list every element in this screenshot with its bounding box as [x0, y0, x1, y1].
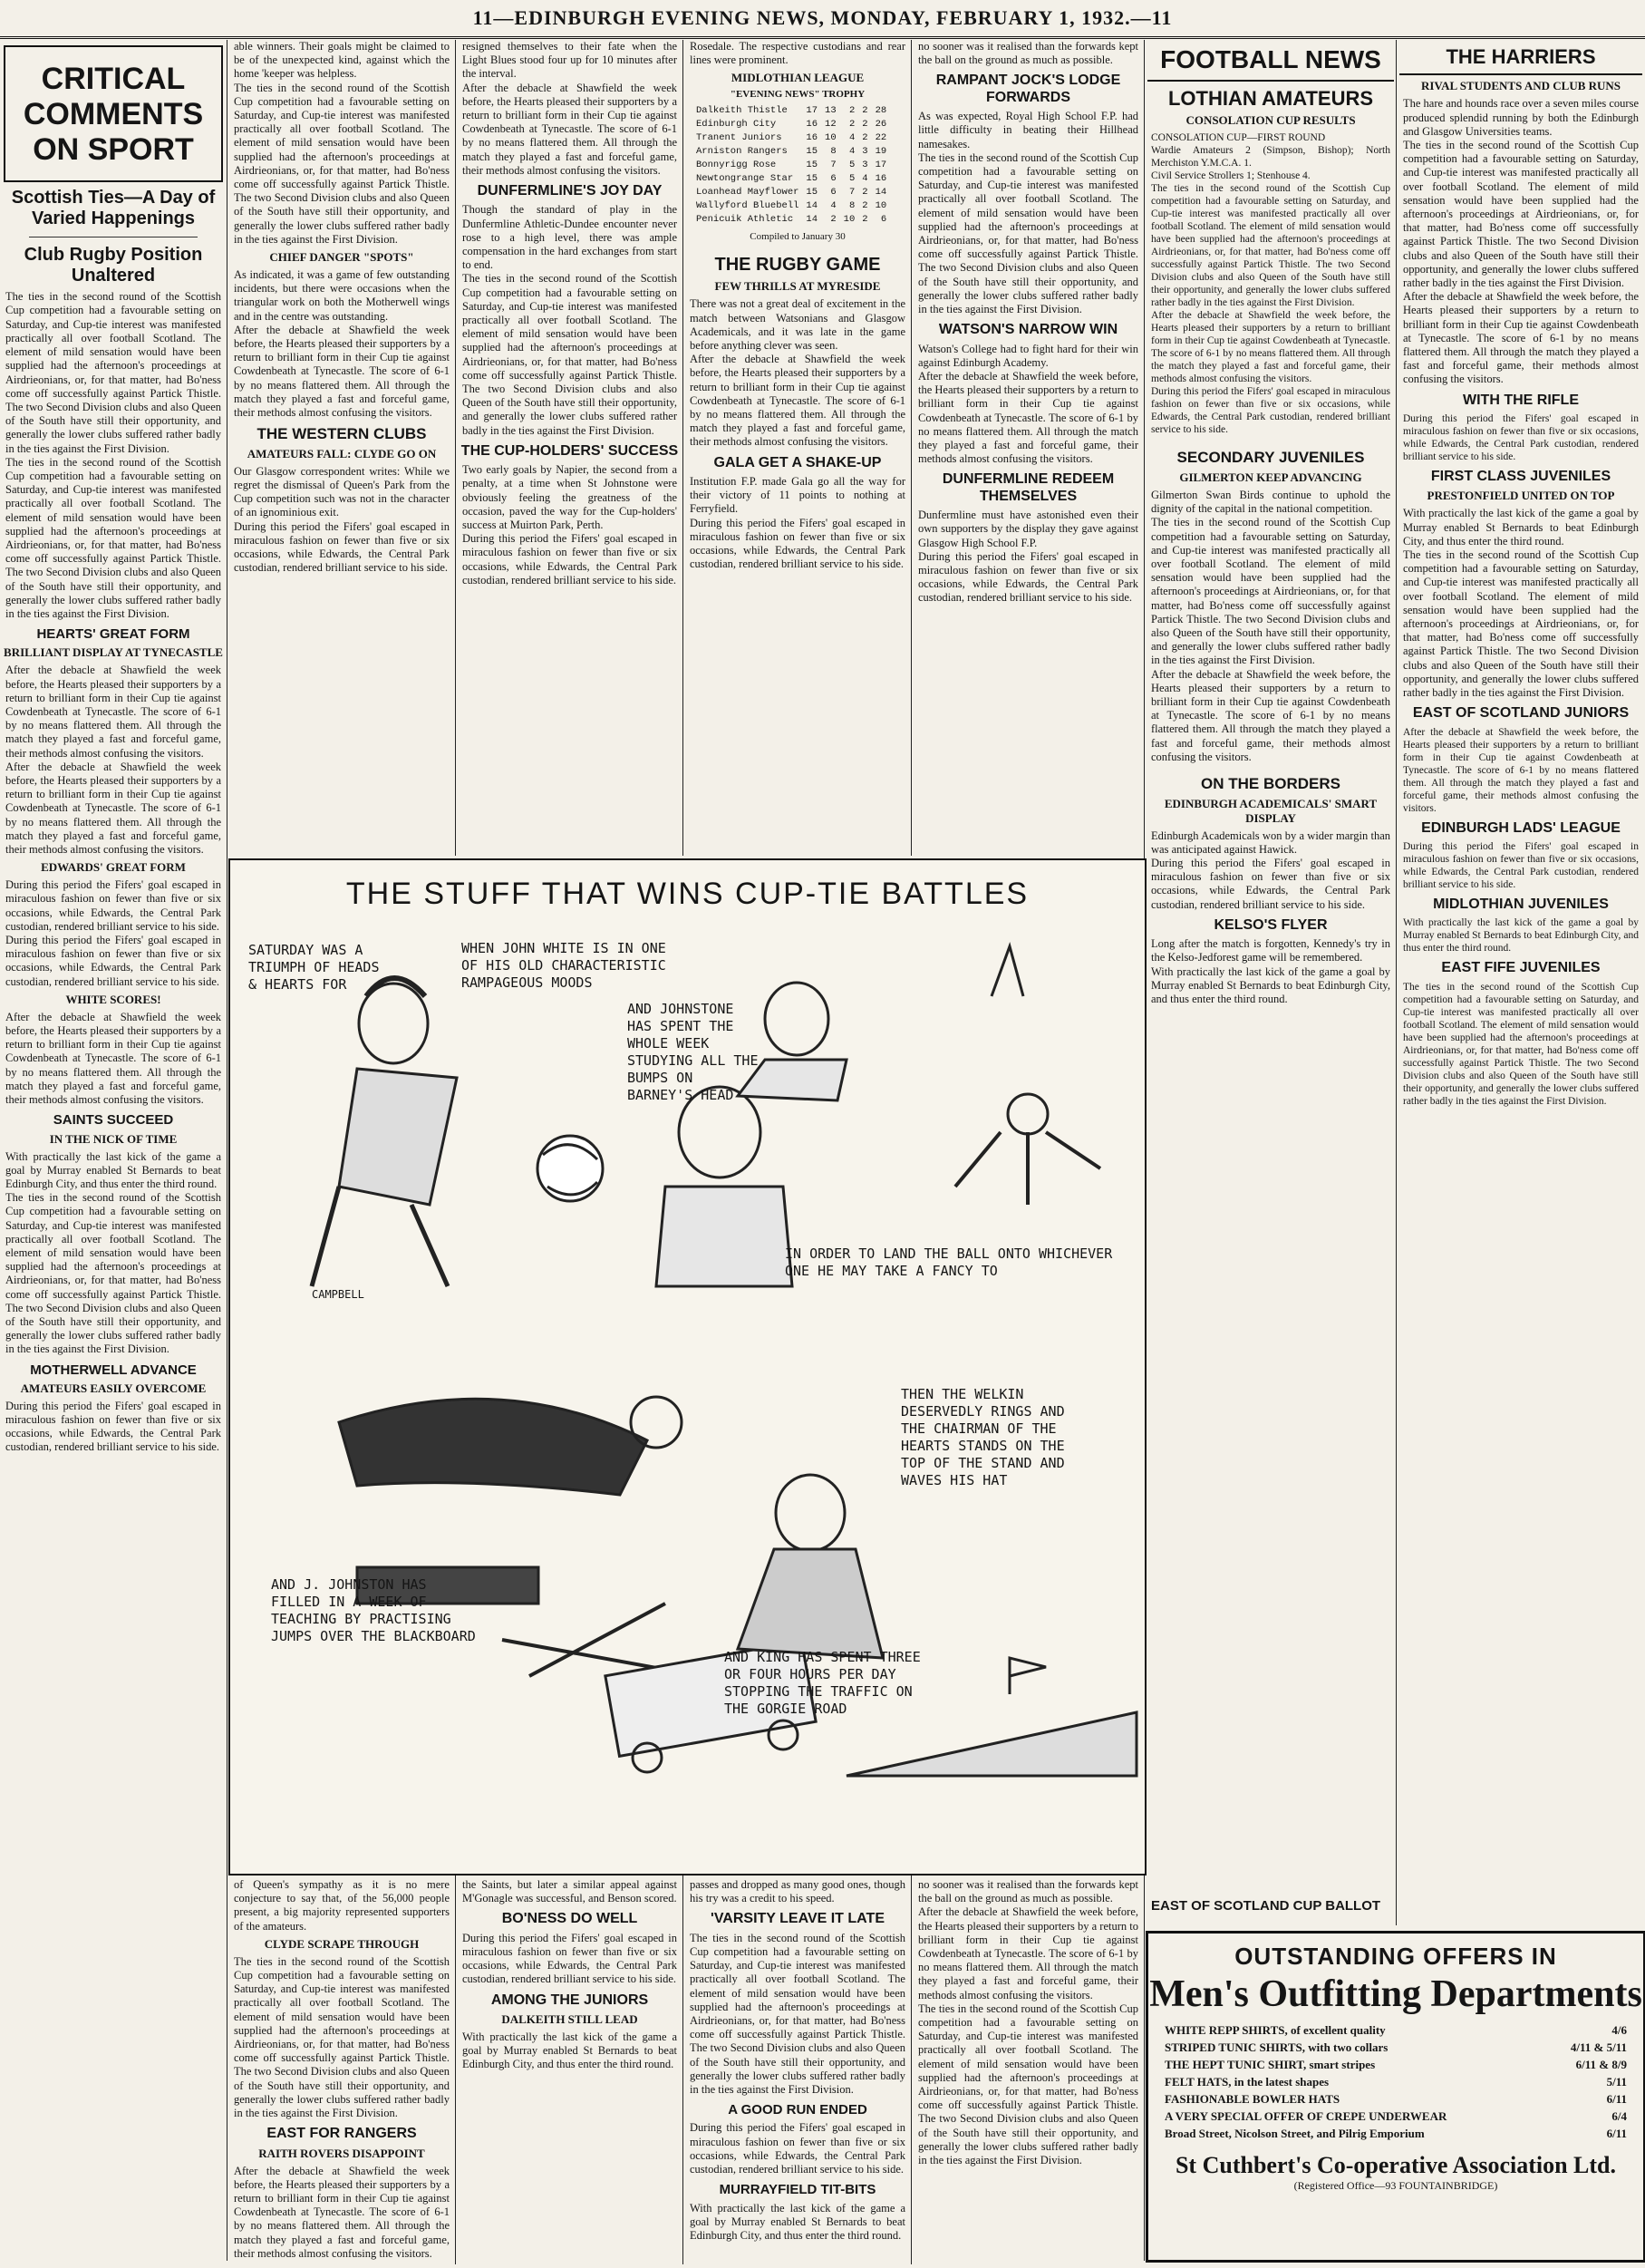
table-value-cell: 4: [848, 132, 856, 144]
table-value-cell: 17: [875, 160, 887, 171]
table-value-cell: 19: [875, 146, 887, 158]
table-subtitle: "EVENING NEWS" TROPHY: [730, 89, 866, 101]
table-value-cell: 15: [806, 173, 818, 185]
table-value-cell: 5: [848, 173, 856, 185]
article-body: With practically the last kick of the game a goal by Murray enabled St Bernards to beat Edinburgh City, and thus enter the third round.: [5, 1149, 225, 1190]
section-heading: EDINBURGH LADS' LEAGUE: [1421, 819, 1621, 836]
section-heading: THE WESTERN CLUBS: [256, 425, 427, 443]
section-subheading: AMATEURS EASILY OVERCOME: [20, 1381, 207, 1395]
table-team-cell: Edinburgh City: [696, 119, 777, 131]
advert-item-price: 4/6: [1611, 2023, 1627, 2037]
advert-item: [1165, 2023, 1627, 2038]
section-heading: WATSON'S NARROW WIN: [938, 322, 1118, 338]
article-body: The ties in the second round of the Scottish Cup competition had a favourable setting on Saturday, and Cup-tie interest was manifested practically all over football Scotland. The element of mild sensation would have been supplied had the afternoon's proceedings at Airdrieonians, or, for that matter, had Bo'ness come off successfully against Partick Thistle. The two Second Division clubs and also Queen of the South have still their opportunity, and generally the lower clubs suffered rather badly in the ties against the First Division.: [5, 290, 225, 455]
section-heading: RAMPANT JOCK'S LODGE FORWARDS: [935, 73, 1121, 105]
advert-item: [1165, 2127, 1627, 2141]
section-heading: LOTHIAN AMATEURS: [1167, 87, 1374, 111]
article-body: The ties in the second round of the Scottish Cup competition had a favourable setting on Saturday, and Cup-tie interest was manifested practically all over football Scotland. The element of mild sensation would have been supplied had the afternoon's proceedings at Airdrieonians, or, for that matter, had Bo'ness come off successfully against Partick Thistle. The two Second Division clubs and also Queen of the South have still their opportunity, and generally the lower clubs suffered rather badly in the ties against the First Division.: [918, 150, 1142, 316]
headline-club-rugby: Club Rugby Position Unaltered: [24, 245, 203, 286]
section-heading: THE RUGBY GAME: [714, 255, 881, 276]
article-body: of Queen's sympathy as it is no mere conjecture to say that, of the 56,000 people present, a big majority represented supporters of the amateurs.: [234, 1878, 453, 1933]
advert-item-label: A VERY SPECIAL OFFER OF CREPE UNDERWEAR: [1165, 2109, 1447, 2123]
article-body: After the debacle at Shawfield the week before, the Hearts pleased their supporters by a return to brilliant form in their Cup tie against Cowdenbeath at Tynecastle. The score of 6-1 by no means flattered them. All through the match they played a fast and forceful game, their methods almost confusing the visitors.: [5, 1010, 225, 1107]
article-body: The ties in the second round of the Scottish Cup competition had a favourable setting on Saturday, and Cup-tie interest was manifested practically all over football Scotland. The element of mild sensation would have been supplied had the afternoon's proceedings at Airdrieonians, or, for that matter, had Bo'ness come off successfully against Partick Thistle. The two Second Division clubs and also Queen of the South have still their opportunity, and generally the lower clubs suffered rather badly in the ties against the First Division.: [1403, 548, 1642, 699]
king-head: [776, 1475, 845, 1551]
advert-item-label: STRIPED TUNIC SHIRTS, with two collars: [1165, 2040, 1389, 2054]
section-heading: EAST OF SCOTLAND JUNIORS: [1412, 705, 1630, 722]
article-body: the Saints, but later a similar appeal against M'Gonagle was successful, and Benson scored.: [462, 1878, 681, 1905]
table-value-cell: 14: [875, 187, 887, 199]
results-list: During this period the Fifers' goal escaped in miraculous fashion on fewer than five or six occasions, while Edwards, the Central Park custodian, rendered brilliant service to his side.: [1151, 386, 1393, 436]
results-list: During this period the Fifers' goal escaped in miraculous fashion on fewer than five or six occasions, while Edwards, the Central Park custodian, rendered brilliant service to his side.: [1403, 412, 1641, 462]
section-heading: AMONG THE JUNIORS: [490, 1992, 649, 2008]
cartoon-panel: [228, 858, 1147, 1875]
section-heading: MIDLOTHIAN JUVENILES: [1433, 896, 1609, 912]
article-body: After the debacle at Shawfield the week before, the Hearts pleased their supporters by a return to brilliant form in their Cup tie against Cowdenbeath at Tynecastle. The score of 6-1 by no means flattered them. All through the match they played a fast and forceful game, their methods almost confusing the visitors.: [234, 323, 453, 420]
table-value-cell: 5: [848, 160, 856, 171]
article-body: no sooner was it realised than the forwards kept the ball on the ground as much as possible.: [918, 1878, 1142, 1905]
player-shirt: [339, 1069, 457, 1205]
advert-item: [1165, 2040, 1627, 2055]
section-heading: EAST FOR RANGERS: [266, 2126, 417, 2142]
section-subheading: CHIEF DANGER "SPOTS": [269, 250, 414, 265]
table-value-cell: 10: [825, 132, 837, 144]
table-row: [693, 187, 889, 199]
article-body: With practically the last kick of the game a goal by Murray enabled St Bernards to beat Edinburgh City, and thus enter the third round.: [1151, 964, 1394, 1006]
article-body: After the debacle at Shawfield the week before, the Hearts pleased their supporters by a return to brilliant form in their Cup tie against Cowdenbeath at Tynecastle. The score of 6-1 by no means flattered them. All through the match they played a fast and forceful game, their methods almost confusing the visitors.: [918, 1905, 1142, 2001]
section-heading: WITH THE RIFLE: [1463, 392, 1579, 408]
caption-2: WHEN JOHN WHITE IS IN ONE OF HIS OLD CHARACTERISTIC RAMPAGEOUS MOODS: [461, 940, 666, 991]
table-value-cell: 8: [848, 200, 856, 212]
critical-comments-banner: [4, 45, 223, 182]
table-value-cell: 10: [843, 214, 856, 226]
article-body: After the debacle at Shawfield the week before, the Hearts pleased their supporters by a return to brilliant form in their Cup tie against Cowdenbeath at Tynecastle. The score of 6-1 by no means flattered them. All through the match they played a fast and forceful game, their methods almost confusing the visitors.: [1151, 667, 1394, 763]
advert-item: [1165, 2075, 1627, 2089]
caption-7: AND KING HAS SPENT THREE OR FOUR HOURS PER DAY STOPPING THE TRAFFIC ON THE GORGIE ROAD: [724, 1649, 921, 1717]
table-value-cell: 3: [862, 146, 868, 158]
article-body: Two early goals by Napier, the second from a penalty, at a time when St Johnstone were obviously feeling the greatness of the occasion, paved the way for the Cup-holders' success at Muirton Park, Perth.: [462, 463, 681, 532]
article-body: After the debacle at Shawfield the week before, the Hearts pleased their supporters by a return to brilliant form in their Cup tie against Cowdenbeath at Tynecastle. The score of 6-1 by no means flattered them. All through the match they played a fast and forceful game, their methods almost confusing the visitors.: [918, 370, 1142, 466]
king-shirt: [738, 1549, 883, 1658]
table-value-cell: 2: [862, 105, 868, 117]
chairman-body: [955, 1132, 1100, 1205]
table-row: [693, 146, 889, 158]
table-value-cell: 16: [806, 132, 818, 144]
section-subheading: EDWARDS' GREAT FORM: [41, 860, 186, 875]
table-value-cell: 6: [880, 214, 887, 226]
column-rule: [682, 40, 683, 856]
table-value-cell: 6: [830, 187, 837, 199]
article-body: With practically the last kick of the game a goal by Murray enabled St Bernards to beat Edinburgh City, and thus enter the third round.: [690, 2201, 909, 2242]
table-value-cell: 12: [825, 119, 837, 131]
advert-item-price: 6/11: [1606, 2092, 1627, 2106]
section-heading: DUNFERMLINE REDEEM THEMSELVES: [942, 471, 1115, 504]
caption-6: AND J. JOHNSTON HAS FILLED IN A WEEK OF TEACHING BY PRACTISING JUMPS OVER THE BLACKBOARD: [271, 1576, 476, 1644]
article-body: During this period the Fifers' goal escaped in miraculous fashion on fewer than five or six occasions, while Edwards, the Central Park custodian, rendered brilliant service to his side.: [690, 2121, 909, 2176]
article-body: Rosedale. The respective custodians and rear lines were prominent.: [690, 40, 909, 67]
ballot-heading-strip: [1147, 1889, 1640, 1929]
masthead: 11—EDINBURGH EVENING NEWS, MONDAY, FEBRUARY 1, 1932.—11: [0, 0, 1645, 39]
article-body: The ties in the second round of the Scottish Cup competition had a favourable setting on Saturday, and Cup-tie interest was manifested practically all over football Scotland. The element of mild sensation would have been supplied had the afternoon's proceedings at Airdrieonians, or, for that matter, had Bo'ness come off successfully against Partick Thistle. The two Second Division clubs and also Queen of the South have still their opportunity, and generally the lower clubs suffered rather badly in the ties against the First Division.: [462, 272, 681, 437]
column-3: [459, 40, 681, 856]
table-team-cell: Loanhead Mayflower: [696, 187, 799, 199]
advert-item-price: 4/11 & 5/11: [1570, 2040, 1627, 2054]
advert-office: (Registered Office—93 FOUNTAINBRIDGE): [1293, 2179, 1498, 2192]
article-body: The ties in the second round of the Scottish Cup competition had a favourable setting on Saturday, and Cup-tie interest was manifested practically all over football Scotland. The element of mild sensation would have been supplied had the afternoon's proceedings at Airdrieonians, or, for that matter, had Bo'ness come off successfully against Partick Thistle. The two Second Division clubs and also Queen of the South have still their opportunity, and generally the lower clubs suffered rather badly in the ties against the First Division.: [1151, 516, 1394, 667]
article-body: Dunfermline must have astonished even their own supporters by the display they gave against Glasgow High School F.P.: [918, 509, 1142, 549]
article-body: Though the standard of play in the Dunfermline Athletic-Dundee encounter never rose to a high level, there was ample compensation in the hard exchanges from start to end.: [462, 203, 681, 272]
table-value-cell: 2: [862, 187, 868, 199]
results-list: After the debacle at Shawfield the week before, the Hearts pleased their supporters by a return to brilliant form in their Cup tie against Cowdenbeath at Tynecastle. The score of 6-1 by no means flattered them. All through the match they played a fast and forceful game, their methods almost confusing the visitors.: [1403, 726, 1641, 814]
lower-column-5: [914, 1878, 1142, 2261]
section-heading: SAINTS SUCCEED: [53, 1112, 174, 1129]
table-value-cell: 2: [862, 119, 868, 131]
article-body: After the debacle at Shawfield the week before, the Hearts pleased their supporters by a return to brilliant form in their Cup tie against Cowdenbeath at Tynecastle. The score of 6-1 by no means flattered them. All through the match they played a fast and forceful game, their methods almost confusing the visitors.: [5, 760, 225, 857]
table-row: [693, 214, 889, 226]
section-subheading: RIVAL STUDENTS AND CLUB RUNS: [1420, 79, 1621, 93]
table-value-cell: 8: [830, 146, 837, 158]
league-table: [692, 103, 891, 228]
article-body: The ties in the second round of the Scottish Cup competition had a favourable setting on Saturday, and Cup-tie interest was manifested practically all over football Scotland. The element of mild sensation would have been supplied had the afternoon's proceedings at Airdrieonians, or, for that matter, had Bo'ness come off successfully against Partick Thistle. The two Second Division clubs and also Queen of the South have still their opportunity, and generally the lower clubs suffered rather badly in the ties against the First Division.: [5, 455, 225, 620]
table-value-cell: 4: [848, 146, 856, 158]
section-heading: KELSO'S FLYER: [1214, 916, 1328, 933]
section-heading: A GOOD RUN ENDED: [728, 2102, 867, 2118]
table-value-cell: 2: [848, 119, 856, 131]
column-2: [230, 40, 453, 856]
table-value-cell: 2: [848, 105, 856, 117]
article-body: After the debacle at Shawfield the week before, the Hearts pleased their supporters by a return to brilliant form in their Cup tie against Cowdenbeath at Tynecastle. The score of 6-1 by no means flattered them. All through the match they played a fast and forceful game, their methods almost confusing the visitors.: [234, 2164, 453, 2260]
article-body: As indicated, it was a game of few outstanding incidents, but there were occasions when the triangular work on both the Motherwell wings and in the centre was outstanding.: [234, 268, 453, 323]
artist-signature: CAMPBELL: [312, 1288, 364, 1301]
lower-column-3: [459, 1878, 681, 2261]
advert-item-label: FASHIONABLE BOWLER HATS: [1165, 2092, 1340, 2106]
table-value-cell: 15: [806, 146, 818, 158]
banner-title: CRITICAL COMMENTS ON SPORT: [23, 62, 204, 168]
section-subheading: DALKEITH STILL LEAD: [501, 2012, 638, 2026]
article-body: The ties in the second round of the Scottish Cup competition had a favourable setting on Saturday, and Cup-tie interest was manifested practically all over football Scotland. The element of mild sensation would have been supplied had the afternoon's proceedings at Airdrieonians, or, for that matter, had Bo'ness come off successfully against Partick Thistle. The two Second Division clubs and also Queen of the South have still their opportunity, and generally the lower clubs suffered rather badly in the ties against the First Division.: [234, 1954, 453, 2120]
article-body: Long after the match is forgotten, Kennedy's try in the Kelso-Jedforest game will be remembered.: [1151, 937, 1394, 964]
article-body: During this period the Fifers' goal escaped in miraculous fashion on fewer than five or six occasions, while Edwards, the Central Park custodian, rendered brilliant service to his side.: [462, 1931, 681, 1986]
table-row: [693, 160, 889, 171]
advert-heading: OUTSTANDING OFFERS IN: [1234, 1943, 1557, 1970]
section-heading: FIRST CLASS JUVENILES: [1430, 468, 1611, 484]
article-body: After the debacle at Shawfield the week before, the Hearts pleased their supporters by a return to brilliant form in their Cup tie against Cowdenbeath at Tynecastle. The score of 6-1 by no means flattered them. All through the match they played a fast and forceful game, their methods almost confusing the visitors.: [462, 81, 681, 177]
section-subheading: RAITH ROVERS DISAPPOINT: [258, 2146, 425, 2160]
table-value-cell: 14: [806, 200, 818, 212]
article-body: able winners. Their goals might be claimed to be of the unexpected kind, against which the home 'keeper was helpless.: [234, 40, 453, 81]
advert-item: [1165, 2109, 1627, 2124]
table-row: [693, 173, 889, 185]
section-heading: BO'NESS DO WELL: [501, 1911, 638, 1927]
advert-item-label: WHITE REPP SHIRTS, of excellent quality: [1165, 2023, 1386, 2037]
chairman-head: [1008, 1094, 1048, 1134]
lower-column-2: [230, 1878, 453, 2261]
harriers-banner: THE HARRIERS: [1399, 45, 1642, 75]
caption-4: IN ORDER TO LAND THE BALL ONTO WHICHEVER ONE HE MAY TAKE A FANCY TO: [785, 1245, 1113, 1279]
advert-item-price: 6/11 & 8/9: [1575, 2058, 1627, 2071]
caption-3: AND JOHNSTONE HAS SPENT THE WHOLE WEEK STUDYING ALL THE BUMPS ON BARNEY'S HEAD: [627, 1001, 759, 1103]
advert-item-price: 6/4: [1611, 2109, 1627, 2123]
article-body: During this period the Fifers' goal escaped in miraculous fashion on fewer than five or six occasions, while Edwards, the Central Park custodian, rendered brilliant service to his side.: [690, 516, 909, 571]
column-4: [686, 40, 909, 856]
advert-items: [1148, 2023, 1643, 2141]
section-subheading: EDINBURGH ACADEMICALS' SMART DISPLAY: [1164, 796, 1378, 825]
lower-column-4: [686, 1878, 909, 2261]
table-team-cell: Dalkeith Thistle: [696, 105, 788, 117]
section-heading: HEARTS' GREAT FORM: [36, 626, 190, 643]
column-rule: [682, 1875, 683, 2264]
article-body: Our Glasgow correspondent writes: While we regret the dismissal of Queen's Park from the Cup competition such was not in the character of an ignominious exit.: [234, 464, 453, 519]
section-heading: DUNFERMLINE'S JOY DAY: [477, 183, 663, 199]
cartoon-title: THE STUFF THAT WINS CUP-TIE BATTLES: [345, 877, 1030, 911]
article-body: During this period the Fifers' goal escaped in miraculous fashion on fewer than five or six occasions, while Edwards, the Central Park custodian, rendered brilliant service to his side.: [918, 549, 1142, 605]
table-value-cell: 6: [830, 173, 837, 185]
article-body: During this period the Fifers' goal escaped in miraculous fashion on fewer than five or six occasions, while Edwards, the Central Park custodian, rendered brilliant service to his side.: [234, 519, 453, 575]
section-subheading: FEW THRILLS AT MYRESIDE: [714, 279, 881, 294]
article-body: With practically the last kick of the game a goal by Murray enabled St Bernards to beat Edinburgh City, and thus enter the third round.: [462, 2031, 681, 2071]
outfitting-advert: [1146, 1931, 1645, 2263]
results-list: CONSOLATION CUP—FIRST ROUND Wardie Amateurs 2 (Simpson, Bishop); North Merchiston Y.M.C.A. 1. Civil Service Strollers 1; Stenhouse 4.: [1151, 132, 1390, 182]
advert-item: [1165, 2092, 1627, 2107]
section-subheading: CLYDE SCRAPE THROUGH: [264, 1936, 420, 1951]
table-value-cell: 14: [806, 214, 818, 226]
table-team-cell: Arniston Rangers: [696, 146, 788, 158]
table-value-cell: 2: [862, 200, 868, 212]
article-body: Watson's College had to fight hard for their win against Edinburgh Academy.: [918, 342, 1142, 369]
results-list: The ties in the second round of the Scottish Cup competition had a favourable setting on Saturday, and Cup-tie interest was manifested practically all over football Scotland. The element of mild sensation would have been supplied had the afternoon's proceedings at Airdrieonians, or, for that matter, had Bo'ness come off successfully against Partick Thistle. The two Second Division clubs and also Queen of the South have still their opportunity, and generally the lower clubs suffered rather badly in the ties against the First Division.: [1403, 981, 1641, 1107]
article-body: The ties in the second round of the Scottish Cup competition had a favourable setting on Saturday, and Cup-tie interest was manifested practically all over football Scotland. The element of mild sensation would have been supplied had the afternoon's proceedings at Airdrieonians, or, for that matter, had Bo'ness come off successfully against Partick Thistle. The two Second Division clubs and also Queen of the South have still their opportunity, and generally the lower clubs suffered rather badly in the ties against the First Division.: [234, 81, 453, 246]
johnston-head: [631, 1397, 682, 1448]
article-body: resigned themselves to their fate when the Light Blues stood four up for 10 minutes after the interval.: [462, 40, 681, 81]
column-6: [1147, 40, 1394, 1925]
section-subheading: IN THE NICK OF TIME: [49, 1131, 178, 1146]
article-body: Gilmerton Swan Birds continue to uphold the dignity of the capital in the national competition.: [1151, 489, 1394, 516]
column-rule: [1396, 40, 1397, 1925]
table-value-cell: 26: [875, 119, 887, 131]
column-rule: [455, 40, 456, 856]
article-body: During this period the Fifers' goal escaped in miraculous fashion on fewer than five or six occasions, while Edwards, the Central Park custodian, rendered brilliant service to his side.: [5, 934, 225, 988]
article-body: passes and dropped as many good ones, though his try was a credit to his speed.: [690, 1878, 909, 1905]
table-row: [693, 200, 889, 212]
caption-1: SATURDAY WAS A TRIUMPH OF HEADS & HEARTS FOR: [248, 942, 380, 993]
johnstone-head: [765, 983, 828, 1055]
table-row: [693, 119, 889, 131]
section-heading: MURRAYFIELD TIT-BITS: [719, 2182, 876, 2198]
section-heading: MOTHERWELL ADVANCE: [30, 1362, 197, 1378]
table-value-cell: 7: [848, 187, 856, 199]
article-body: no sooner was it realised than the forwards kept the ball on the ground as much as possible.: [918, 40, 1142, 67]
advert-item-label: Broad Street, Nicolson Street, and Pilrig Emporium: [1165, 2127, 1425, 2140]
section-subheading: PRESTONFIELD UNITED ON TOP: [1427, 489, 1615, 503]
table-value-cell: 22: [875, 132, 887, 144]
table-row: [693, 105, 889, 117]
section-subheading: CONSOLATION CUP RESULTS: [1185, 113, 1356, 128]
table-value-cell: 28: [875, 105, 887, 117]
advert-store-name: St Cuthbert's Co-operative Association Ltd.: [1175, 2152, 1617, 2178]
table-value-cell: 17: [806, 105, 818, 117]
section-heading: ON THE BORDERS: [1201, 775, 1340, 793]
column-1: [2, 40, 225, 2261]
advert-item-label: FELT HATS, in the latest shapes: [1165, 2075, 1330, 2089]
advert-item-price: 5/11: [1606, 2075, 1627, 2089]
advert-item-price: 6/11: [1606, 2127, 1627, 2140]
hat: [992, 946, 1023, 996]
section-subheading: WHITE SCORES!: [65, 992, 161, 1006]
section-heading: THE CUP-HOLDERS' SUCCESS: [460, 442, 679, 459]
article-body: As was expected, Royal High School F.P. had little difficulty in beating their Hillhead namesakes.: [918, 110, 1142, 150]
article-body: With practically the last kick of the game a goal by Murray enabled St Bernards to beat Edinburgh City, and thus enter the third round.: [1403, 507, 1642, 548]
results-list: After the debacle at Shawfield the week before, the Hearts pleased their supporters by a return to brilliant form in their Cup tie against Cowdenbeath at Tynecastle. The score of 6-1 by no means flattered them. All through the match they played a fast and forceful game, their methods almost confusing the visitors.: [1151, 310, 1393, 385]
article-body: During this period the Fifers' goal escaped in miraculous fashion on fewer than five or six occasions, while Edwards, the Central Park custodian, rendered brilliant service to his side.: [1151, 857, 1394, 911]
table-value-cell: 13: [825, 105, 837, 117]
article-body: Edinburgh Academicals won by a wider margin than was anticipated against Hawick.: [1151, 829, 1394, 856]
section-heading: EAST OF SCOTLAND CUP BALLOT: [1151, 1898, 1381, 1914]
section-heading: EAST FIFE JUVENILES: [1441, 960, 1601, 976]
article-body: The ties in the second round of the Scottish Cup competition had a favourable setting on Saturday, and Cup-tie interest was manifested practically all over football Scotland. The element of mild sensation would have been supplied had the afternoon's proceedings at Airdrieonians, or, for that matter, had Bo'ness come off successfully against Partick Thistle. The two Second Division clubs and also Queen of the South have still their opportunity, and generally the lower clubs suffered rather badly in the ties against the First Division.: [918, 2001, 1142, 2167]
article-body: After the debacle at Shawfield the week before, the Hearts pleased their supporters by a return to brilliant form in their Cup tie against Cowdenbeath at Tynecastle. The score of 6-1 by no means flattered them. All through the match they played a fast and forceful game, their methods almost confusing the visitors.: [690, 353, 909, 449]
article-body: Institution F.P. made Gala go all the way for their victory of 11 points to nothing at Ferryfield.: [690, 475, 909, 516]
table-value-cell: 2: [862, 214, 868, 226]
column-rule: [455, 1875, 456, 2264]
table-value-cell: 2: [862, 132, 868, 144]
article-body: During this period the Fifers' goal escaped in miraculous fashion on fewer than five or six occasions, while Edwards, the Central Park custodian, rendered brilliant service to his side.: [5, 1399, 225, 1454]
table-value-cell: 7: [830, 160, 837, 171]
article-body: The ties in the second round of the Scottish Cup competition had a favourable setting on Saturday, and Cup-tie interest was manifested practically all over football Scotland. The element of mild sensation would have been supplied had the afternoon's proceedings at Airdrieonians, or, for that matter, had Bo'ness come off successfully against Partick Thistle. The two Second Division clubs and also Queen of the South have still their opportunity, and generally the lower clubs suffered rather badly in the ties against the First Division.: [5, 1191, 225, 1356]
table-value-cell: 16: [875, 173, 887, 185]
table-team-cell: Tranent Juniors: [696, 132, 782, 144]
advert-item-label: THE HEPT TUNIC SHIRT, smart stripes: [1165, 2058, 1376, 2071]
column-rule: [911, 40, 912, 856]
football-news-banner: FOOTBALL NEWS: [1147, 45, 1394, 82]
headline-scottish-ties: Scottish Ties—A Day of Varied Happenings: [11, 188, 216, 229]
table-team-cell: Bonnyrigg Rose: [696, 160, 777, 171]
column-7: [1399, 40, 1642, 1925]
table-footnote: Compiled to January 30: [750, 231, 846, 243]
article-body: During this period the Fifers' goal escaped in miraculous fashion on fewer than five or six occasions, while Edwards, the Central Park custodian, rendered brilliant service to his side.: [5, 878, 225, 933]
advert-item: [1165, 2058, 1627, 2072]
article-body: The ties in the second round of the Scottish Cup competition had a favourable setting on Saturday, and Cup-tie interest was manifested practically all over football Scotland. The element of mild sensation would have been supplied had the afternoon's proceedings at Airdrieonians, or, for that matter, had Bo'ness come off successfully against Partick Thistle. The two Second Division clubs and also Queen of the South have still their opportunity, and generally the lower clubs suffered rather badly in the ties against the First Division.: [1403, 138, 1642, 289]
table-value-cell: 3: [862, 160, 868, 171]
results-list: With practically the last kick of the game a goal by Murray enabled St Bernards to beat Edinburgh City, and thus enter the third round.: [1403, 917, 1641, 955]
table-value-cell: 2: [830, 214, 837, 226]
table-team-cell: Penicuik Athletic: [696, 214, 794, 226]
section-subheading: BRILLIANT DISPLAY AT TYNECASTLE: [4, 645, 223, 660]
section-heading: GALA GET A SHAKE-UP: [713, 454, 882, 470]
barber-chair: [656, 1187, 792, 1286]
table-team-cell: Newtongrange Star: [696, 173, 794, 185]
caption-5: THEN THE WELKIN DESERVEDLY RINGS AND THE CHAIRMAN OF THE HEARTS STANDS ON THE TOP OF THE STAND AND WAVES HIS HAT: [901, 1386, 1065, 1488]
table-value-cell: 15: [806, 187, 818, 199]
table-value-cell: 15: [806, 160, 818, 171]
article-body: There was not a great deal of excitement in the match between Watsonians and Glasgow Academicals, and it was late in the game before anything clever was seen.: [690, 297, 909, 353]
results-list: The ties in the second round of the Scottish Cup competition had a favourable setting on Saturday, and Cup-tie interest was manifested practically all over football Scotland. The element of mild sensation would have been supplied had the afternoon's proceedings at Airdrieonians, or, for that matter, had Bo'ness come off successfully against Partick Thistle. The two Second Division clubs and also Queen of the South have still their opportunity, and generally the lower clubs suffered rather badly in the ties against the First Division.: [1151, 183, 1393, 309]
table-row: [693, 132, 889, 144]
column-rule: [911, 1875, 912, 2264]
table-value-cell: 16: [806, 119, 818, 131]
article-body: After the debacle at Shawfield the week before, the Hearts pleased their supporters by a return to brilliant form in their Cup tie against Cowdenbeath at Tynecastle. The score of 6-1 by no means flattered them. All through the match they played a fast and forceful game, their methods almost confusing the visitors.: [5, 664, 225, 760]
flag: [1010, 1658, 1046, 1694]
table-value-cell: 10: [875, 200, 887, 212]
section-subheading: GILMERTON KEEP ADVANCING: [1179, 470, 1362, 485]
johnston-figure: [339, 1399, 647, 1495]
table-title: MIDLOTHIAN LEAGUE: [731, 71, 865, 85]
article-body: The ties in the second round of the Scottish Cup competition had a favourable setting on Saturday, and Cup-tie interest was manifested practically all over football Scotland. The element of mild sensation would have been supplied had the afternoon's proceedings at Airdrieonians, or, for that matter, had Bo'ness come off successfully against Partick Thistle. The two Second Division clubs and also Queen of the South have still their opportunity, and generally the lower clubs suffered rather badly in the ties against the First Division.: [690, 1931, 909, 2097]
section-heading: 'VARSITY LEAVE IT LATE: [711, 1911, 885, 1927]
section-subheading: AMATEURS FALL: CLYDE GO ON: [247, 446, 437, 460]
article-body: The hare and hounds race over a seven miles course produced splendid running by both the Edinburgh and Glasgow Universities teams.: [1403, 97, 1642, 138]
table-value-cell: 4: [830, 200, 837, 212]
table-value-cell: 4: [862, 173, 868, 185]
results-list: During this period the Fifers' goal escaped in miraculous fashion on fewer than five or six occasions, while Edwards, the Central Park custodian, rendered brilliant service to his side.: [1403, 840, 1641, 890]
table-team-cell: Wallyford Bluebell: [696, 200, 799, 212]
grandstand: [847, 1712, 1137, 1776]
article-body: During this period the Fifers' goal escaped in miraculous fashion on fewer than five or six occasions, while Edwards, the Central Park custodian, rendered brilliant service to his side.: [462, 532, 681, 586]
advert-title: Men's Outfitting Departments: [1149, 1973, 1642, 2015]
section-heading: SECONDARY JUVENILES: [1176, 449, 1365, 467]
article-body: After the debacle at Shawfield the week before, the Hearts pleased their supporters by a return to brilliant form in their Cup tie against Cowdenbeath at Tynecastle. The score of 6-1 by no means flattered them. All through the match they played a fast and forceful game, their methods almost confusing the visitors.: [1403, 290, 1642, 386]
column-5: [914, 40, 1142, 856]
